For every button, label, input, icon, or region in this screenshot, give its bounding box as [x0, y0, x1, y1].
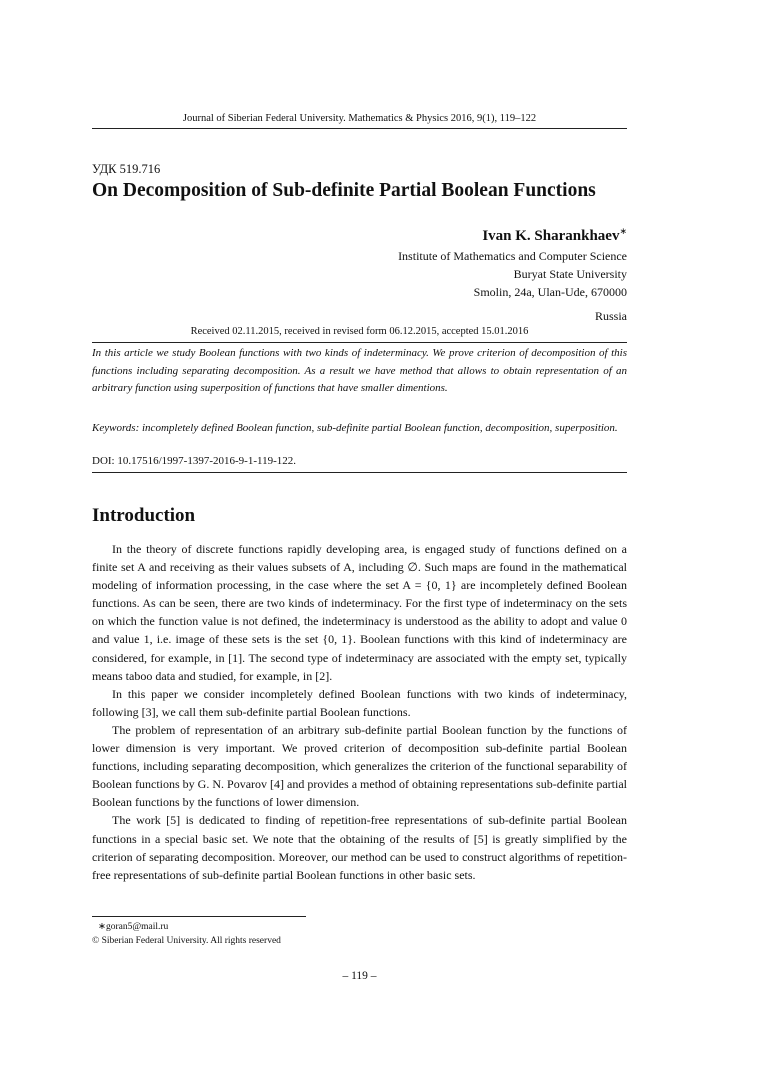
- received-dates: Received 02.11.2015, received in revised form 06.12.2015, accepted 15.01.2016: [190, 326, 529, 337]
- paragraph: In this paper we consider incompletely defined Boolean functions with two kinds of indeterminacy, following [3], we call them sub-definite partial Boolean functions.: [92, 686, 627, 719]
- footnotes: [92, 920, 281, 948]
- article-title: On Decomposition of Sub-definite Partial Boolean Functions: [92, 180, 596, 201]
- affiliation-line: Smolin, 24a, Ulan-Ude, 670000: [473, 285, 627, 299]
- doi: DOI: 10.17516/1997-1397-2016-9-1-119-122.: [92, 455, 296, 467]
- paragraph: In the theory of discrete functions rapidly developing area, is engaged study of functions defined on a finite set A and receiving as their values subsets of A, including ∅. Such maps are found in the mathematical modeling of information processing, in the case where the set A = {0, 1} are incompletely defined Boolean functions. As can be seen, there are two kinds of indeterminacy. For the first type of indeterminacy on the sets on which the function value is not defined, the indeterminacy is understood as the ability to adopt and value 0 and value 1, i.e. image of these sets is the set {0, 1}. Boolean functions with this kind of indeterminacy are considered, for example, in [1]. The second type of indeterminacy are associated with the empty set, typically means taboo data and studied, for example, in [2].: [92, 542, 627, 683]
- footnote-email: ∗goran5@mail.ru: [98, 922, 169, 932]
- author-name: [398, 220, 627, 247]
- affiliation-line: Buryat State University: [513, 267, 627, 281]
- abstract-bottom-rule: [92, 472, 627, 473]
- udk-code: УДК 519.716: [92, 162, 161, 176]
- footnote-rule: [92, 916, 306, 917]
- paragraph: The work [5] is dedicated to finding of repetition-free representations of sub-definite partial Boolean functions in a special basic set. We note that the obtaining of the results of [5] is greatly simplified by the criterion of separating decomposition. Moreover, our method can be used to construct algorithms of repetition-free representations of sub-definite partial Boolean functions in other basic sets.: [92, 813, 627, 882]
- keywords: Keywords: incompletely defined Boolean function, sub-definite partial Boolean function, decomposition, superposition.: [92, 422, 618, 434]
- author-footnote-mark: ∗: [619, 226, 627, 236]
- running-head: Journal of Siberian Federal University. Mathematics & Physics 2016, 9(1), 119–122: [182, 113, 537, 124]
- header-rule: [92, 128, 627, 129]
- author-block: [398, 220, 627, 325]
- page-number: – 119 –: [342, 970, 377, 982]
- abstract: In this article we study Boolean functions with two kinds of indeterminacy. We prove criterion of decomposition of this functions including separating decomposition. As a result we have method that allows to obtain representation of an arbitrary function using superposition of functions that have smaller dimentions.: [92, 347, 627, 394]
- section-heading-introduction: Introduction: [92, 505, 196, 526]
- paragraph: The problem of representation of an arbitrary sub-definite partial Boolean function by the functions of lower dimension is very important. We proved criterion of decomposition sub-definite partial Boolean functions, including separating decomposition, which generalizes the criterion of the functional separability of Boolean functions by G. N. Povarov [4] and provides a method of obtaining representations sub-definite partial Boolean functions by the functions of lower dimension.: [92, 722, 627, 810]
- introduction-body: [92, 540, 627, 884]
- abstract-top-rule: [92, 342, 627, 343]
- affiliation-country: Russia: [594, 309, 627, 323]
- footnote-copyright: © Siberian Federal University. All rights reserved: [92, 936, 281, 946]
- author-name-text: Ivan K. Sharankhaev: [482, 228, 620, 244]
- affiliation-line: Institute of Mathematics and Computer Science: [398, 249, 627, 263]
